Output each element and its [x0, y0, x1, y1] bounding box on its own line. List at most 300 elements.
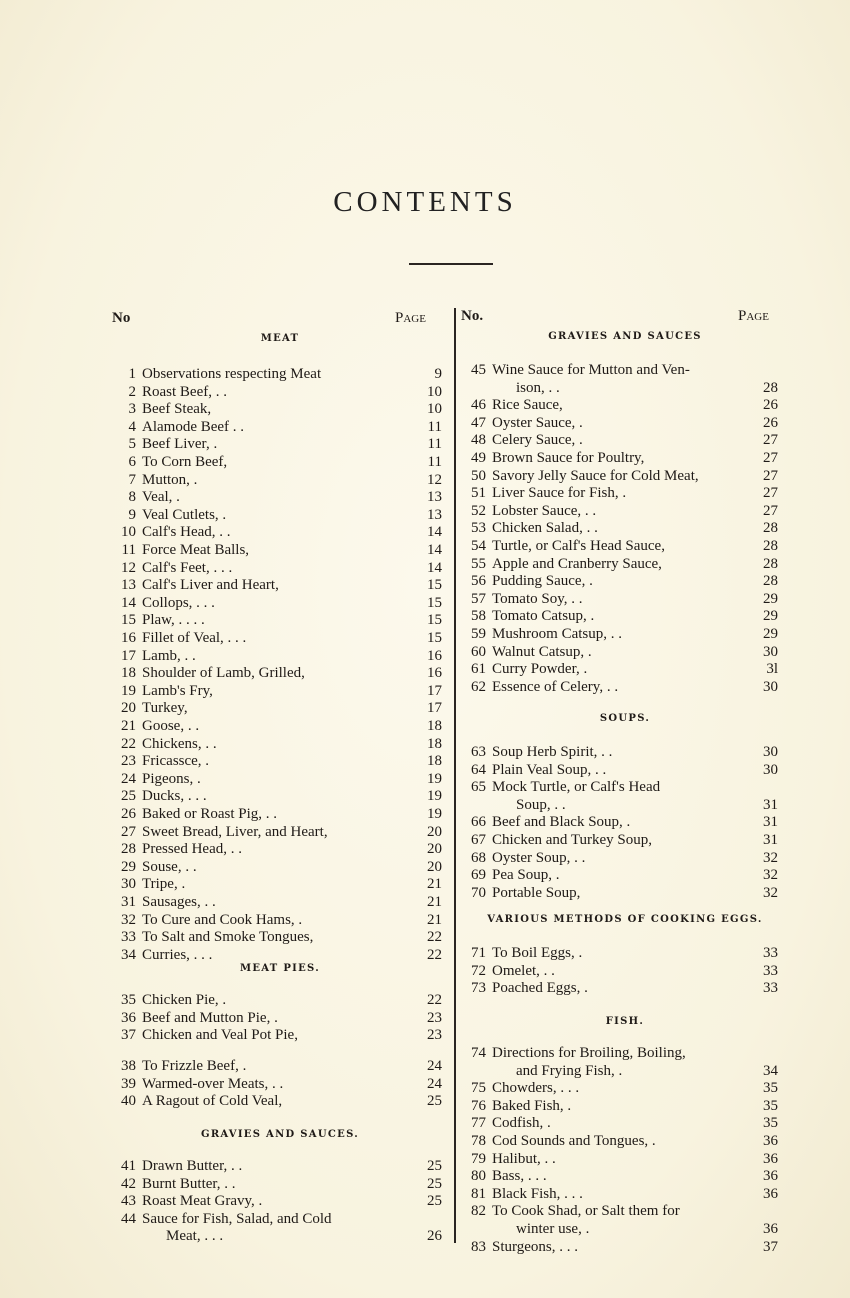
toc-entry [0, 520, 850, 537]
entry-number: 39 [121, 1075, 136, 1092]
entry-title: Mock Turtle, or Calf's Head [492, 779, 661, 796]
entry-page: 36 [763, 1133, 778, 1149]
toc-entry [0, 1098, 850, 1115]
entry-page: 31 [763, 814, 778, 831]
entry-number: 81 [471, 1185, 486, 1202]
entry-number: 77 [471, 1115, 486, 1132]
entry-page: 30 [763, 678, 778, 695]
entry-title: Sturgeons, . . . [492, 1238, 578, 1255]
entry-page: 25 [427, 1193, 442, 1210]
entry-number: 2 [128, 383, 136, 400]
entry-number: 27 [121, 823, 136, 840]
entry-page: 28 [763, 573, 778, 590]
entry-number: 64 [471, 761, 486, 778]
entry-title: Portable Soup, [492, 884, 581, 901]
toc-entry [0, 1151, 850, 1168]
entry-title: A Ragout of Cold Veal, [142, 1093, 283, 1110]
entry-page: 30 [763, 744, 778, 760]
entry-number: 31 [121, 894, 136, 910]
page-title: CONTENTS [333, 186, 517, 218]
entry-page: 18 [427, 735, 442, 752]
entry-title: Sausages, . . [142, 894, 216, 910]
entry-number: 55 [471, 555, 486, 572]
entry-number: 1 [128, 366, 136, 382]
entry-title: Soup Herb Spirit, . . [492, 744, 613, 760]
entry-title: Pressed Head, . . [142, 841, 242, 858]
entry-page: 21 [427, 876, 442, 893]
entry-title: Halibut, . . [492, 1150, 556, 1167]
entry-page: 25 [427, 1093, 442, 1110]
entry-title: To Cook Shad, or Salt them for [492, 1203, 680, 1220]
entry-number: 79 [471, 1150, 486, 1167]
entry-title: Apple and Cranberry Sauce, [492, 555, 662, 572]
entry-title: Celery Sauce, . [492, 432, 583, 449]
entry-page: 28 [763, 520, 778, 537]
entry-title: Collops, . . . [142, 594, 215, 611]
entry-number: 28 [121, 841, 136, 858]
entry-page: 25 [427, 1175, 442, 1192]
entry-title-continuation: ison, . . [516, 379, 560, 396]
entry-title-continuation: Meat, . . . [166, 1228, 224, 1245]
entry-title: Warmed-over Meats, . . [142, 1075, 284, 1092]
entry-page: 14 [427, 524, 442, 541]
section-heading: GRAVIES AND SAUCES. [200, 1129, 360, 1140]
entry-page: 25 [427, 1158, 442, 1174]
left-page-header: Page [395, 310, 426, 326]
entry-number: 41 [121, 1158, 136, 1174]
entry-page: 18 [427, 753, 442, 770]
entry-title: Poached Eggs, . [492, 980, 588, 997]
entry-title: Baked or Roast Pig, . . [142, 806, 277, 822]
toc-entry [0, 468, 850, 485]
entry-title: To Frizzle Beef, . [142, 1058, 247, 1074]
entry-title: Directions for Broiling, Boiling, [492, 1045, 686, 1061]
toc-entry [0, 503, 850, 520]
entry-title: Baked Fish, . [492, 1097, 572, 1114]
toc-entry [0, 608, 850, 625]
entry-page: 16 [427, 647, 442, 664]
section-heading: FISH. [605, 1016, 645, 1027]
entry-number: 70 [471, 884, 486, 901]
entry-number: 14 [121, 594, 136, 611]
entry-title: Fricassce, . [142, 753, 210, 770]
toc-entry [0, 1239, 850, 1256]
section-heading: MEAT [260, 333, 300, 344]
toc-entry [0, 679, 850, 696]
entry-title: Sweet Bread, Liver, and Heart, [142, 823, 328, 840]
entry-title: Omelet, . . [492, 962, 555, 979]
entry-title: Burnt Butter, . . [142, 1175, 236, 1192]
entry-title: Black Fish, . . . [492, 1185, 583, 1202]
entry-page: 18 [427, 718, 442, 734]
toc-entry [0, 779, 850, 796]
entry-page: 27 [763, 502, 778, 519]
entry-number: 63 [471, 744, 486, 760]
entry-title: To Salt and Smoke Tongues, [142, 929, 314, 946]
toc-entry [0, 485, 850, 502]
entry-page: 31 [763, 832, 778, 848]
entry-number: 37 [121, 1027, 136, 1044]
toc-entry [0, 1080, 850, 1097]
entry-number: 10 [121, 524, 136, 541]
entry-title: Roast Beef, . . [142, 383, 227, 400]
entry-number: 9 [128, 506, 136, 523]
entry-page: 29 [763, 626, 778, 642]
entry-page: 33 [763, 945, 778, 961]
entry-number: 21 [121, 718, 136, 734]
toc-entry [0, 1186, 850, 1203]
entry-title: Force Meat Balls, [142, 542, 250, 558]
entry-page: 27 [763, 450, 778, 466]
entry-title: Tomato Soy, . . [492, 590, 583, 607]
entry-number: 50 [471, 467, 486, 484]
entry-page: 35 [763, 1097, 778, 1114]
entry-number: 29 [121, 858, 136, 875]
toc-entry-continuation [0, 1221, 850, 1238]
entry-page: 26 [427, 1228, 442, 1245]
entry-title: Savory Jelly Sauce for Cold Meat, [492, 467, 699, 484]
toc-entry [0, 644, 850, 661]
entry-title: Alamode Beef . . [142, 418, 245, 435]
entry-number: 6 [128, 454, 136, 470]
toc-entry [0, 591, 850, 608]
entry-page: 22 [427, 929, 442, 946]
entry-number: 22 [121, 735, 136, 752]
toc-entry [0, 538, 850, 555]
entry-number: 48 [471, 432, 486, 449]
entry-title: Oyster Soup, . . [492, 849, 586, 866]
entry-title: Beef and Mutton Pie, . [142, 1009, 278, 1026]
entry-title: Chickens, . . [142, 735, 217, 752]
entry-page: 11 [427, 454, 442, 470]
toc-entry [0, 450, 850, 467]
section-heading: SOUPS. [599, 713, 651, 724]
entry-title: Essence of Celery, . . [492, 678, 619, 695]
entry-page: 36 [763, 1221, 778, 1237]
entry-title: Curry Powder, . [492, 661, 588, 678]
entry-number: 52 [471, 502, 486, 519]
toc-entry [0, 850, 850, 867]
entry-page: 15 [427, 612, 442, 629]
toc-entry [0, 1115, 850, 1132]
entry-number: 61 [471, 661, 486, 678]
toc-entry [0, 963, 850, 980]
entry-page: 11 [427, 418, 442, 435]
entry-number: 66 [471, 814, 486, 831]
entry-title: Beef and Black Soup, . [492, 814, 631, 831]
entry-number: 72 [471, 962, 486, 979]
entry-title: Drawn Butter, . . [142, 1158, 243, 1174]
entry-title-continuation: and Frying Fish, . [516, 1062, 623, 1079]
entry-page: 32 [763, 849, 778, 866]
entry-page: 20 [427, 858, 442, 875]
toc-entry [0, 929, 850, 946]
entry-page: 36 [763, 1168, 778, 1185]
entry-title: Chicken Pie, . [142, 992, 227, 1008]
toc-entry [0, 626, 850, 643]
entry-number: 33 [121, 929, 136, 946]
toc-entry [0, 832, 850, 849]
entry-page: 35 [763, 1080, 778, 1097]
entry-number: 36 [121, 1009, 136, 1026]
entry-title: Chicken and Veal Pot Pie, [142, 1027, 298, 1044]
entry-page: 30 [763, 761, 778, 778]
entry-number: 34 [121, 946, 136, 963]
section-heading: GRAVIES AND SAUCES [548, 331, 702, 342]
entry-number: 56 [471, 573, 486, 590]
entry-title: Tomato Catsup, . [492, 608, 595, 625]
entry-number: 76 [471, 1097, 486, 1114]
entry-page: 12 [427, 471, 442, 488]
entry-number: 82 [471, 1203, 486, 1220]
entry-page: 17 [427, 682, 442, 699]
entry-title: Walnut Catsup, . [492, 643, 592, 660]
entry-page: 28 [763, 555, 778, 572]
entry-number: 8 [128, 489, 136, 506]
entry-number: 20 [121, 700, 136, 717]
entry-page: 15 [427, 594, 442, 611]
entry-title: Plaw, . . . . [142, 612, 205, 629]
entry-page: 35 [763, 1115, 778, 1132]
entry-title: Roast Meat Gravy, . [142, 1193, 263, 1210]
entry-title: Liver Sauce for Fish, . [492, 485, 627, 502]
entry-page: 31 [763, 796, 778, 813]
entry-title: Cod Sounds and Tongues, . [492, 1133, 656, 1149]
toc-entry [0, 1133, 850, 1150]
entry-number: 13 [121, 577, 136, 594]
entry-title: To Cure and Cook Hams, . [142, 911, 303, 928]
entry-number: 67 [471, 832, 486, 848]
entry-title: Pea Soup, . [492, 867, 560, 884]
toc-entry [0, 1045, 850, 1062]
entry-number: 18 [121, 665, 136, 682]
entry-page: 13 [427, 489, 442, 506]
entry-number: 47 [471, 414, 486, 431]
entry-title: To Corn Beef, [142, 454, 228, 470]
entry-number: 75 [471, 1080, 486, 1097]
entry-number: 58 [471, 608, 486, 625]
entry-number: 11 [121, 542, 136, 558]
entry-number: 54 [471, 538, 486, 554]
toc-entry [0, 945, 850, 962]
entry-title: Curries, . . . [142, 946, 213, 963]
entry-number: 3 [128, 401, 136, 418]
entry-title: Turtle, or Calf's Head Sauce, [492, 538, 665, 554]
entry-title: Lamb's Fry, [142, 682, 213, 699]
entry-title: Fillet of Veal, . . . [142, 630, 247, 646]
entry-page: 28 [763, 379, 778, 396]
entry-number: 74 [471, 1045, 486, 1061]
entry-title: Veal Cutlets, . [142, 506, 227, 523]
title-rule [409, 263, 493, 265]
entry-page: 16 [427, 665, 442, 682]
entry-title: Oyster Sauce, . [492, 414, 583, 431]
entry-title: Mutton, . [142, 471, 198, 488]
entry-number: 19 [121, 682, 136, 699]
entry-title: Beef Steak, [142, 401, 212, 418]
entry-page: 24 [427, 1058, 442, 1074]
entry-number: 40 [121, 1093, 136, 1110]
entry-page: 23 [427, 1009, 442, 1026]
toc-entry-continuation [0, 380, 850, 397]
entry-page: 19 [427, 788, 442, 805]
entry-number: 60 [471, 643, 486, 660]
entry-page: 34 [763, 1062, 778, 1079]
entry-page: 23 [427, 1027, 442, 1044]
entry-title: Plain Veal Soup, . . [492, 761, 607, 778]
toc-entry [0, 397, 850, 414]
entry-number: 24 [121, 770, 136, 787]
entry-title: Chicken Salad, . . [492, 520, 598, 537]
entry-page: 26 [763, 397, 778, 414]
toc-entry [0, 744, 850, 761]
right-no-header: No. [461, 308, 484, 324]
entry-number: 73 [471, 980, 486, 997]
entry-number: 4 [128, 418, 136, 435]
entry-title: Chicken and Turkey Soup, [492, 832, 653, 848]
entry-page: 26 [763, 414, 778, 431]
toc-entry [0, 867, 850, 884]
left-no-header: No [112, 310, 131, 326]
entry-page: 19 [427, 806, 442, 822]
toc-entry [0, 362, 850, 379]
entry-page: 29 [763, 608, 778, 625]
entry-title: Rice Sauce, [492, 397, 563, 414]
entry-number: 7 [128, 471, 136, 488]
entry-number: 42 [121, 1175, 136, 1192]
entry-number: 16 [121, 630, 136, 646]
toc-entry [0, 1203, 850, 1220]
entry-title: Goose, . . [142, 718, 200, 734]
toc-entry [0, 661, 850, 678]
entry-page: 24 [427, 1075, 442, 1092]
section-heading: VARIOUS METHODS OF COOKING EGGS. [487, 914, 763, 925]
entry-title: Shoulder of Lamb, Grilled, [142, 665, 305, 682]
entry-number: 44 [121, 1210, 136, 1227]
entry-title: Calf's Head, . . [142, 524, 231, 541]
toc-entry [0, 980, 850, 997]
entry-page: 32 [763, 884, 778, 901]
entry-page: 27 [763, 467, 778, 484]
entry-number: 15 [121, 612, 136, 629]
right-page-header: Page [738, 308, 769, 324]
entry-page: 11 [427, 436, 442, 453]
entry-page: 36 [763, 1150, 778, 1167]
toc-entry [0, 814, 850, 831]
entry-number: 38 [121, 1058, 136, 1074]
toc-entry [0, 885, 850, 902]
entry-number: 30 [121, 876, 136, 893]
entry-page: 32 [763, 867, 778, 884]
entry-page: 21 [427, 911, 442, 928]
entry-page: 27 [763, 432, 778, 449]
entry-title: Codfish, . [492, 1115, 551, 1132]
entry-number: 80 [471, 1168, 486, 1185]
entry-title: Turkey, [142, 700, 188, 717]
entry-number: 26 [121, 806, 136, 822]
entry-number: 71 [471, 945, 486, 961]
entry-title: Bass, . . . [492, 1168, 547, 1185]
entry-page: 33 [763, 962, 778, 979]
entry-page: 15 [427, 630, 442, 646]
entry-number: 12 [121, 559, 136, 576]
entry-title: Lobster Sauce, . . [492, 502, 597, 519]
entry-title: Observations respecting Meat [142, 366, 322, 382]
entry-title: Pigeons, . [142, 770, 201, 787]
entry-page: 33 [763, 980, 778, 997]
entry-title: Veal, . [142, 489, 180, 506]
entry-number: 23 [121, 753, 136, 770]
entry-number: 35 [121, 992, 136, 1008]
entry-title-continuation: Soup, . . [516, 796, 566, 813]
entry-page: 14 [427, 559, 442, 576]
toc-entry [0, 762, 850, 779]
entry-page: 20 [427, 841, 442, 858]
toc-entry [0, 556, 850, 573]
entry-number: 83 [471, 1238, 486, 1255]
entry-number: 62 [471, 678, 486, 695]
entry-number: 43 [121, 1193, 136, 1210]
toc-entry-continuation [0, 797, 850, 814]
entry-number: 17 [121, 647, 136, 664]
toc-entry [0, 1168, 850, 1185]
entry-title: Mushroom Catsup, . . [492, 626, 623, 642]
entry-number: 68 [471, 849, 486, 866]
toc-entry [0, 415, 850, 432]
entry-page: 21 [427, 894, 442, 910]
entry-page: 20 [427, 823, 442, 840]
toc-entry [0, 1027, 850, 1044]
section-heading: MEAT PIES. [240, 963, 320, 974]
entry-number: 49 [471, 450, 486, 466]
entry-title: Chowders, . . . [492, 1080, 580, 1097]
entry-page: 30 [763, 643, 778, 660]
entry-page: 17 [427, 700, 442, 717]
entry-title: Brown Sauce for Poultry, [492, 450, 645, 466]
entry-number: 78 [471, 1133, 486, 1149]
entry-number: 57 [471, 590, 486, 607]
entry-number: 53 [471, 520, 486, 537]
entry-number: 5 [128, 436, 136, 453]
entry-number: 45 [471, 362, 486, 378]
entry-page: 28 [763, 538, 778, 554]
entry-number: 65 [471, 779, 486, 796]
entry-title: Beef Liver, . [142, 436, 218, 453]
entry-title: Calf's Liver and Heart, [142, 577, 279, 594]
toc-entry [0, 573, 850, 590]
entry-page: 22 [427, 946, 442, 963]
entry-title: Sauce for Fish, Salad, and Cold [142, 1210, 332, 1227]
entry-page: 29 [763, 590, 778, 607]
entry-page: 15 [427, 577, 442, 594]
entry-page: 14 [427, 542, 442, 558]
entry-number: 69 [471, 867, 486, 884]
entry-title: Wine Sauce for Mutton and Ven- [492, 362, 690, 378]
entry-page: 19 [427, 770, 442, 787]
entry-title: Pudding Sauce, . [492, 573, 593, 590]
entry-page: 3l [766, 661, 778, 678]
entry-title: To Boil Eggs, . [492, 945, 583, 961]
entry-title: Lamb, . . [142, 647, 196, 664]
entry-page: 9 [434, 366, 442, 382]
entry-page: 37 [763, 1238, 778, 1255]
entry-page: 22 [427, 992, 442, 1008]
entry-number: 46 [471, 397, 486, 414]
entry-page: 36 [763, 1185, 778, 1202]
entry-page: 13 [427, 506, 442, 523]
entry-number: 51 [471, 485, 486, 502]
entry-number: 25 [121, 788, 136, 805]
